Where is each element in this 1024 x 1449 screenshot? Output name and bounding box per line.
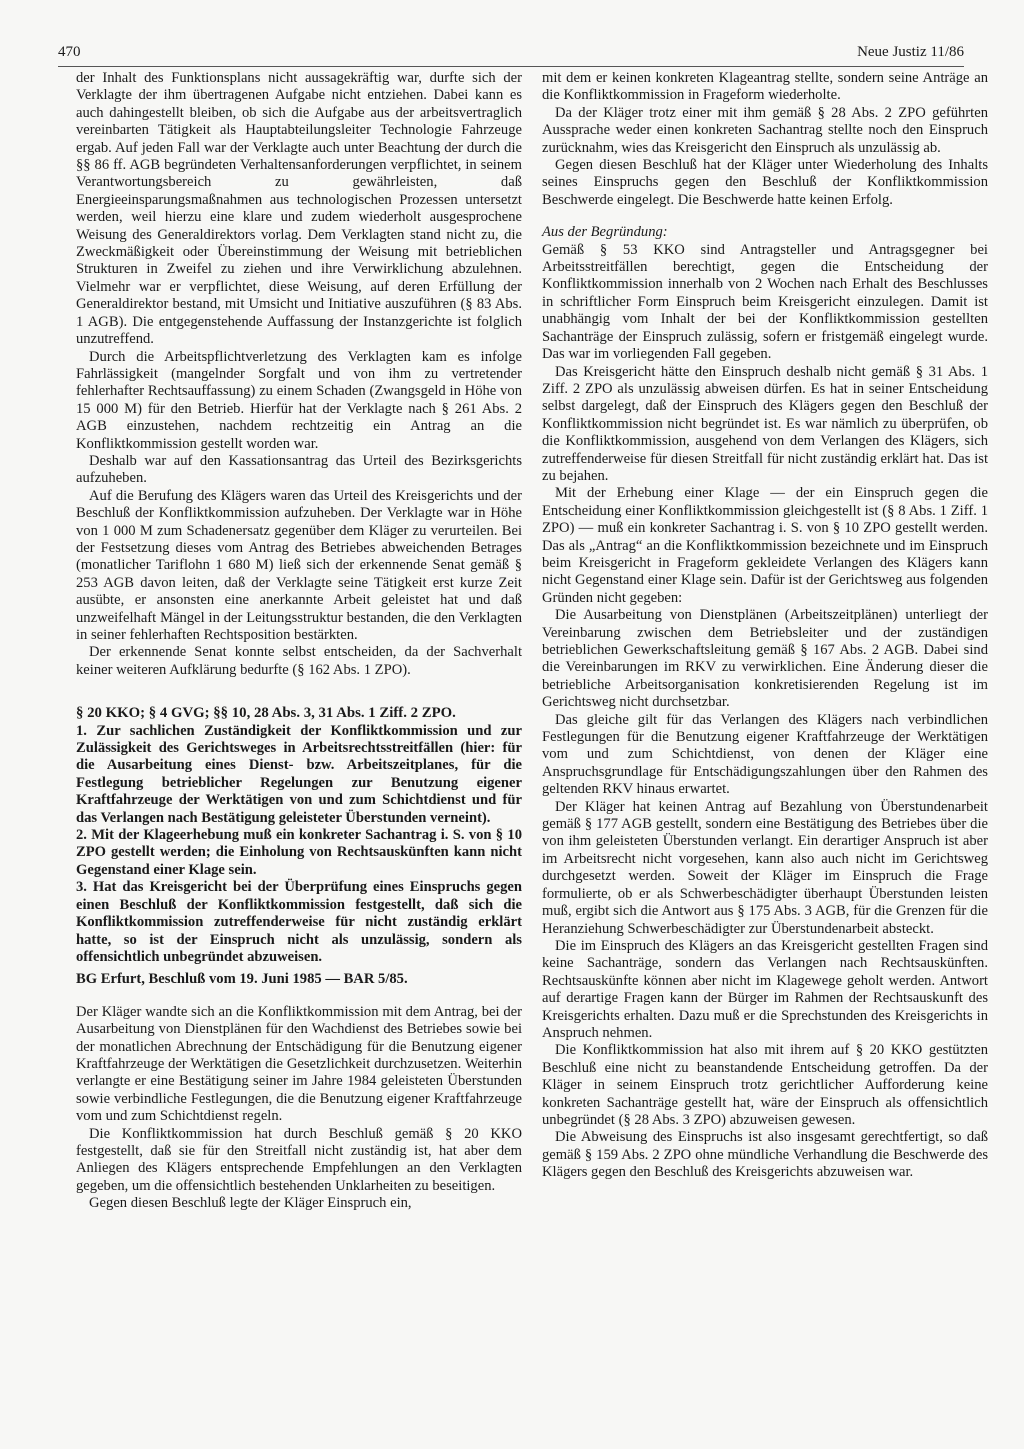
section-subheading: Aus der Begründung: — [542, 224, 668, 241]
left-column — [76, 70, 522, 1213]
journal-title: Neue Justiz 11/86 — [857, 44, 964, 60]
paragraph: Das Kreisgericht hätte den Einspruch deshalb nicht gemäß § 31 Abs. 1 Ziff. 2 ZPO als unzulässig abweisen dürfen. Es hat in seiner Entscheidung selbst dargelegt, daß der Einspruch des Klägers gegen den Beschluß der Konfliktkommission nicht begründet ist. Es war nämlich zu überprüfen, ob die Konfliktkommission, ausgehend von dem Verlangen des Klägers, sich zutreffenderweise für diesen Streitfall für nicht zuständig erklärt hat. Das ist zu bejahen. — [542, 363, 988, 484]
right-column — [542, 70, 988, 1182]
page-header — [58, 44, 964, 66]
headnote-2: 2. Mit der Klageerhebung muß ein konkreter Sachantrag i. S. von § 10 ZPO gestellt werden; die Einholung von Rechtsauskünften kann nicht Gegenstand einer Klage sein. — [76, 827, 522, 878]
paragraph: Gegen diesen Beschluß legte der Kläger Einspruch ein, — [89, 1195, 412, 1212]
page-number: 470 — [58, 44, 81, 60]
paragraph: Die im Einspruch des Klägers an das Kreisgericht gestellten Fragen sind keine Sachanträge, sondern das Verlangen nach Rechtsauskünften. Rechtsauskünfte können aber nicht im Klagewege geholt werden. Antwort auf derartige Fragen kann der Bürger im Rahmen der Rechtsauskunft des Kreisgerichts erhalten. Dazu muß er die Sprechstunden des Kreisgerichts in Anspruch nehmen. — [542, 937, 988, 1041]
headnote-3: 3. Hat das Kreisgericht bei der Überprüfung eines Einspruchs gegen einen Beschluß der Konfliktkommission festgestellt, daß sich die Konfliktkommission zutreffenderweise für nicht zuständig erklärt hatte, so ist der Einspruch nicht als unzulässig, sondern als offensichtlich unbegründet abzuweisen. — [76, 879, 522, 965]
headnote-1: 1. Zur sachlichen Zuständigkeit der Konfliktkommission und zur Zulässigkeit des Gerichtsweges in Arbeitsrechtsstreitfällen (hier: für die Ausarbeitung eines Dienst- bzw. Arbeitszeitplanes, für die Festlegung betrieblicher Regelungen zur Benutzung eigener Kraftfahrzeuge der Werktätigen von und zum Schichtdienst und für das Verlangen nach Bestätigung geleisteter Überstunden verneint). — [76, 722, 522, 826]
paragraph: der Inhalt des Funktionsplans nicht aussagekräftig war, durfte sich der Verklagte der ihm übertragenen Aufgabe nicht entziehen. Dabei kann es auch dahingestellt bleiben, ob sich die Aufgabe aus der arbeitsvertraglich vereinbarten Tätigkeit als Hauptabteilungsleiter Technologie Fahrzeuge ergab. Auf jeden Fall war der Verklagte auch unter Beachtung der durch die §§ 86 ff. AGB begründeten Verhaltensanforderungen verpflichtet, in seinem Verantwortungsbereich zu gewährleisten, daß Energieeinsparungsmaßnahmen aus technologischen Prozessen untersetzt werden, weil hierzu eine klare und zudem wiederholt ausgesprochene Weisung des Generaldirektors vorlag. Dem Verklagten stand nicht zu, die Zweckmäßigkeit oder Übereinstimmung der Weisung mit betrieblichen Strukturen in Zweifel zu ziehen und ihre Verwirklichung abzulehnen. Vielmehr war er verpflichtet, diese Weisung, auf deren Erfüllung der Generaldirektor bestand, mit Umsicht und Initiative auszuführen (§ 83 Abs. 1 AGB). Die entgegenstehende Auffassung der Instanzgerichte ist folglich unzutreffend. — [76, 70, 522, 348]
paragraph: Da der Kläger trotz einer mit ihm gemäß § 28 Abs. 2 ZPO geführten Aussprache weder einen konkreten Sachantrag stellte noch den Einspruch zurücknahm, wies das Kreisgericht den Einspruch als unzulässig ab. — [542, 104, 988, 156]
court-citation: BG Erfurt, Beschluß vom 19. Juni 1985 — BAR 5/85. — [76, 971, 408, 988]
paragraph: Die Konfliktkommission hat also mit ihrem auf § 20 KKO gestützten Beschluß eine nicht zu beanstandende Entscheidung getroffen. Da der Kläger in seinem Einspruch trotz gerichtlicher Aufforderung keine konkreten Sachanträge gestellt hat, wäre der Einspruch als offensichtlich unbegründet (§ 28 Abs. 3 ZPO) abzuweisen gewesen. — [542, 1042, 988, 1128]
paragraph: Die Konfliktkommission hat durch Beschluß gemäß § 20 KKO festgestellt, daß sie für den Streitfall nicht zuständig ist, hat aber dem Anliegen des Klägers entsprechende Empfehlungen an den Verklagten gegeben, um die offensichtlich bestehenden Unklarheiten zu beseitigen. — [76, 1125, 522, 1194]
paragraph: Durch die Arbeitspflichtverletzung des Verklagten kam es infolge Fahrlässigkeit (mangelnder Sorgfalt und von ihm zu vertretender fehlerhafter Rechtsauffassung) zu einem Schaden (Zwangsgeld in Höhe von 15 000 M) für den Betrieb. Hierfür hat der Verklagte nach § 261 Abs. 2 AGB einzustehen, nachdem rechtzeitig ein Antrag an die Konfliktkommission gestellt worden war. — [76, 348, 522, 452]
paragraph: Das gleiche gilt für das Verlangen des Klägers nach verbindlichen Festlegungen für die Benutzung eigener Kraftfahrzeuge der Werktätigen vom und zum Schichtdienst, von denen der Kläger eine Anspruchsgrundlage für Entschädigungszahlungen über den Rahmen des geltenden RKV hinaus erwartet. — [542, 711, 988, 798]
paragraph: Deshalb war auf den Kassationsantrag das Urteil des Bezirksgerichts aufzuheben. — [76, 452, 522, 487]
paragraph: mit dem er keinen konkreten Klageantrag stellte, sondern seine Anträge an die Konfliktkommission in Frageform wiederholte. — [542, 70, 988, 104]
paragraph: Die Ausarbeitung von Dienstplänen (Arbeitszeitplänen) unterliegt der Vereinbarung zwischen dem Betriebsleiter und der zuständigen betrieblichen Gewerkschaftsleitung gemäß § 167 Abs. 2 AGB. Dabei sind die Vereinbarungen im RKV zu verwirklichen. Eine Änderung dieser die betriebliche Arbeitsorganisation konkretisierenden Regelung ist im Gerichtsweg nicht durchsetzbar. — [542, 607, 988, 711]
paragraph: Auf die Berufung des Klägers waren das Urteil des Kreisgerichts und der Beschluß der Konfliktkommission aufzuheben. Der Verklagte war in Höhe von 1 000 M zum Schadenersatz gegenüber dem Kläger zu verurteilen. Bei der Festsetzung dieses vom Antrag des Betriebes abweichenden Betrages (monatlicher Tariflohn 1 680 M) ließ sich der erkennende Senat gemäß § 253 AGB davon leiten, daß der Verklagte seine Tätigkeit erst kurze Zeit ausübte, er ansonsten eine anerkannte Arbeit geleistet hat und daß unzweifelhaft Mängel in der Leitungsstruktur bestanden, die den Verklagten in seiner fehlerhaften Rechtsposition bestärkten. — [76, 487, 522, 643]
paragraph: Der Kläger wandte sich an die Konfliktkommission mit dem Antrag, bei der Ausarbeitung von Dienstplänen für den Wachdienst des Betriebes sowie bei der monatlichen Abrechnung der Entschädigung für die Benutzung eigener Kraftfahrzeuge der Werktätigen die Gesetzlichkeit durchzusetzen. Weiterhin verlangte er eine Bestätigung seiner im Jahre 1984 geleisteten Überstunden sowie verbindliche Festlegungen, die die Benutzung eigener Kraftfahrzeuge vom und zum Schichtdienst regeln. — [76, 1003, 522, 1125]
header-rule — [58, 66, 964, 67]
paragraph: Gegen diesen Beschluß hat der Kläger unter Wiederholung des Inhalts seines Einspruchs gegen den Beschluß der Konfliktkommission Beschwerde eingelegt. Die Beschwerde hatte keinen Erfolg. — [542, 157, 988, 208]
paragraph: Der Kläger hat keinen Antrag auf Bezahlung von Überstundenarbeit gemäß § 177 AGB gestellt, sondern eine Bestätigung des Betriebes über die von ihm geleisteten Überstunden verlangt. Ein derartiger Anspruch ist aber im Arbeitsrecht nicht vorgesehen, kann also auch nicht im Gerichtsweg durchgesetzt werden. Soweit der Kläger im Einspruch die Frage formulierte, ob er als Schwerbeschädigter überhaupt Überstunden leisten muß, ergibt sich die Antwort aus § 175 Abs. 3 AGB, für die Grenzen für die Heranziehung Schwerbeschädigter zur Überstundenarbeit absteckt. — [542, 798, 988, 937]
paragraph: Mit der Erhebung einer Klage — der ein Einspruch gegen die Entscheidung einer Konfliktkommission gleichgestellt ist (§ 8 Abs. 1 Ziff. 1 ZPO) — muß ein konkreter Sachantrag i. S. von § 10 ZPO gestellt werden. Das als „Antrag“ an die Konfliktkommission bezeichnete und im Einspruch beim Kreisgericht in Frageform gekleidete Verlangen des Klägers kann nicht Gegenstand einer Klage sein. Dafür ist der Gerichtsweg aus folgenden Gründen nicht gegeben: — [542, 485, 988, 606]
paragraph: Die Abweisung des Einspruchs ist also insgesamt gerechtfertigt, so daß gemäß § 159 Abs. 2 ZPO ohne mündliche Verhandlung die Beschwerde des Klägers gegen den Beschluß des Kreisgerichts abzuweisen war. — [542, 1129, 988, 1181]
legal-reference: § 20 KKO; § 4 GVG; §§ 10, 28 Abs. 3, 31 Abs. 1 Ziff. 2 ZPO. — [76, 705, 456, 722]
paragraph: Der erkennende Senat konnte selbst entscheiden, da der Sachverhalt keiner weiteren Aufklärung bedurfte (§ 162 Abs. 1 ZPO). — [76, 644, 522, 678]
paragraph: Gemäß § 53 KKO sind Antragsteller und Antragsgegner bei Arbeitsstreitfällen berechtigt, gegen die Entscheidung der Konfliktkommission innerhalb von 2 Wochen nach Erhalt des Beschlusses in schriftlicher Form Einspruch beim Kreisgericht einzulegen. Damit ist unabhängig vom Inhalt der bei der Konfliktkommission gestellten Sachanträge der Einspruch zulässig, sofern er fristgemäß eingelegt wurde. Das war im vorliegenden Fall gegeben. — [542, 241, 988, 363]
